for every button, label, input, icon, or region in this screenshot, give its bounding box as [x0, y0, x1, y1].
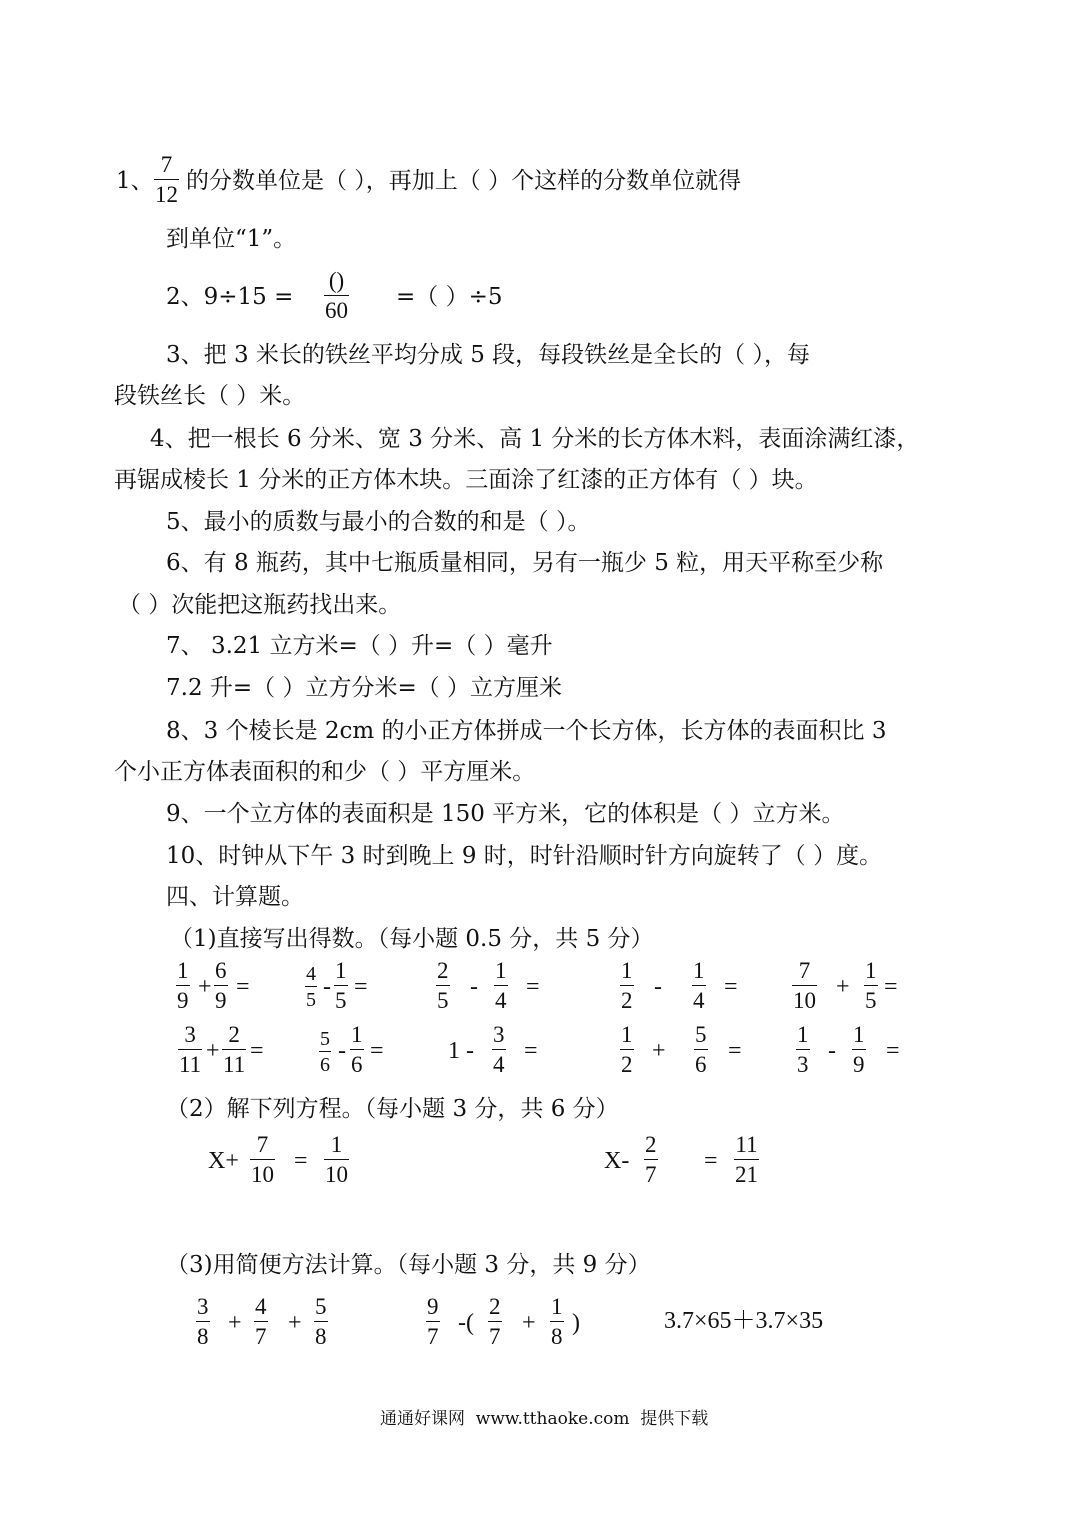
operator: +: [288, 1310, 302, 1336]
q6-line1: 6、有 8 瓶药，其中七瓶质量相同，另有一瓶少 5 粒，用天平称至少称: [166, 550, 884, 576]
q7-line2: 7.2 升=（ ）立方分米=（ ）立方厘米: [166, 675, 563, 701]
fraction: 5 8: [315, 1294, 327, 1349]
q10-text: 10、时钟从下午 3 时到晚上 9 时，时针沿顺时针方向旋转了（ ）度。: [166, 843, 883, 869]
footer-credit: 通通好课网 www.tthaoke.com 提供下载: [380, 1409, 709, 1429]
q3-line2: 段铁丝长（ ）米。: [114, 383, 306, 409]
equals: =: [724, 974, 738, 1000]
fraction: 1 9: [853, 1022, 865, 1077]
equals: =: [236, 974, 250, 1000]
fraction: 9 7: [427, 1294, 439, 1349]
q4-line1: 4、把一根长 6 分米、宽 3 分米、高 1 分米的长方体木料，表面涂满红漆，: [150, 426, 920, 452]
q5-text: 5、最小的质数与最小的合数的和是（ ）。: [166, 509, 591, 535]
numerator: (): [328, 268, 345, 293]
operator: +: [522, 1310, 536, 1336]
q8-line1: 8、3 个棱长是 2cm 的小正方体拼成一个长方体，长方体的表面积比 3: [166, 718, 887, 744]
equals: =: [886, 1038, 900, 1064]
fraction: 4 7: [255, 1294, 267, 1349]
fraction: 2 7: [645, 1132, 657, 1187]
fraction: 1 5: [865, 958, 877, 1013]
operator: +: [198, 974, 212, 1000]
q4-line2: 再锯成棱长 1 分米的正方体木块。三面涂了红漆的正方体有（ ）块。: [114, 467, 818, 493]
equals: =: [704, 1148, 718, 1174]
equals: =: [370, 1038, 384, 1064]
part3-expression-3: 3.7×65＋3.7×35: [664, 1308, 824, 1334]
operator: -: [338, 1038, 346, 1064]
q6-line2: （ ）次能把这瓶药找出来。: [118, 592, 402, 618]
fraction: 1 9: [177, 958, 189, 1013]
fraction: 1 6: [351, 1022, 363, 1077]
operator: +: [652, 1038, 666, 1064]
q2-fraction: [324, 268, 349, 324]
equals: =: [884, 974, 898, 1000]
fraction: 3 11: [179, 1022, 202, 1077]
equals: =: [728, 1038, 742, 1064]
denominator: 60: [325, 298, 348, 323]
fraction: 3 4: [493, 1022, 505, 1077]
fraction: 4 5: [306, 963, 316, 1011]
one-minus: 1 -: [448, 1038, 474, 1064]
q7-line1: 7、 3.21 立方米=（ ）升=（ ）毫升: [166, 633, 553, 659]
part1-title: （1)直接写出得数。（每小题 0.5 分，共 5 分）: [170, 926, 654, 952]
fraction: 3 8: [197, 1294, 209, 1349]
equals: =: [294, 1148, 308, 1174]
q1-prefix: 1、: [116, 168, 154, 194]
equals: =: [526, 974, 540, 1000]
fraction: 1 10: [325, 1132, 348, 1187]
fraction: 1 4: [693, 958, 705, 1013]
part3-title: （3)用简便方法计算。（每小题 3 分，共 9 分）: [166, 1252, 651, 1278]
fraction: 1 5: [335, 958, 347, 1013]
section-heading: 四、计算题。: [166, 884, 304, 910]
operator: +: [228, 1310, 242, 1336]
part2-title: （2）解下列方程。（每小题 3 分，共 6 分）: [166, 1096, 619, 1122]
fraction: 1 4: [495, 958, 507, 1013]
equals: =: [524, 1038, 538, 1064]
operator: +: [836, 974, 850, 1000]
fraction: 1 2: [621, 958, 633, 1013]
q2-prefix: 2、9÷15 =: [166, 284, 294, 310]
operator: +: [206, 1038, 220, 1064]
q1-text: 的分数单位是（ ），再加上（ ）个这样的分数单位就得: [186, 168, 742, 194]
fraction: 2 5: [437, 958, 449, 1013]
q1-continuation: 到单位“1”。: [166, 226, 297, 252]
equals: =: [354, 974, 368, 1000]
q1-fraction: [154, 152, 179, 208]
q9-text: 9、一个立方体的表面积是 150 平方米，它的体积是（ ）立方米。: [166, 801, 845, 827]
variable-x: X+: [208, 1148, 239, 1174]
equals: =: [250, 1038, 264, 1064]
fraction: 7 10: [793, 958, 816, 1013]
fraction-bar: [324, 295, 349, 296]
fraction: 5 6: [695, 1022, 707, 1077]
operator: -: [828, 1038, 836, 1064]
q8-line2: 个小正方体表面积的和少（ ）平方厘米。: [114, 759, 536, 785]
numerator: 7: [160, 152, 173, 177]
close-paren: ): [572, 1310, 580, 1336]
fraction: 1 8: [551, 1294, 563, 1349]
fraction: 2 7: [489, 1294, 501, 1349]
q3-line1: 3、把 3 米长的铁丝平均分成 5 段，每段铁丝是全长的（ ），每: [166, 342, 810, 368]
fraction: 7 10: [251, 1132, 274, 1187]
q2-rest: =（ ）÷5: [396, 284, 503, 310]
fraction: 11 21: [735, 1132, 758, 1187]
fraction: 6 9: [215, 958, 227, 1013]
fraction-bar: [154, 179, 179, 180]
variable-x: X-: [604, 1148, 630, 1174]
fraction: 2 11: [223, 1022, 246, 1077]
fraction: 5 6: [320, 1028, 330, 1076]
operator: -: [470, 974, 478, 1000]
fraction: 1 3: [797, 1022, 809, 1077]
operator: -(: [458, 1310, 474, 1336]
fraction: 1 2: [621, 1022, 633, 1077]
operator: -: [323, 974, 331, 1000]
operator: -: [654, 974, 662, 1000]
denominator: 12: [155, 182, 178, 207]
